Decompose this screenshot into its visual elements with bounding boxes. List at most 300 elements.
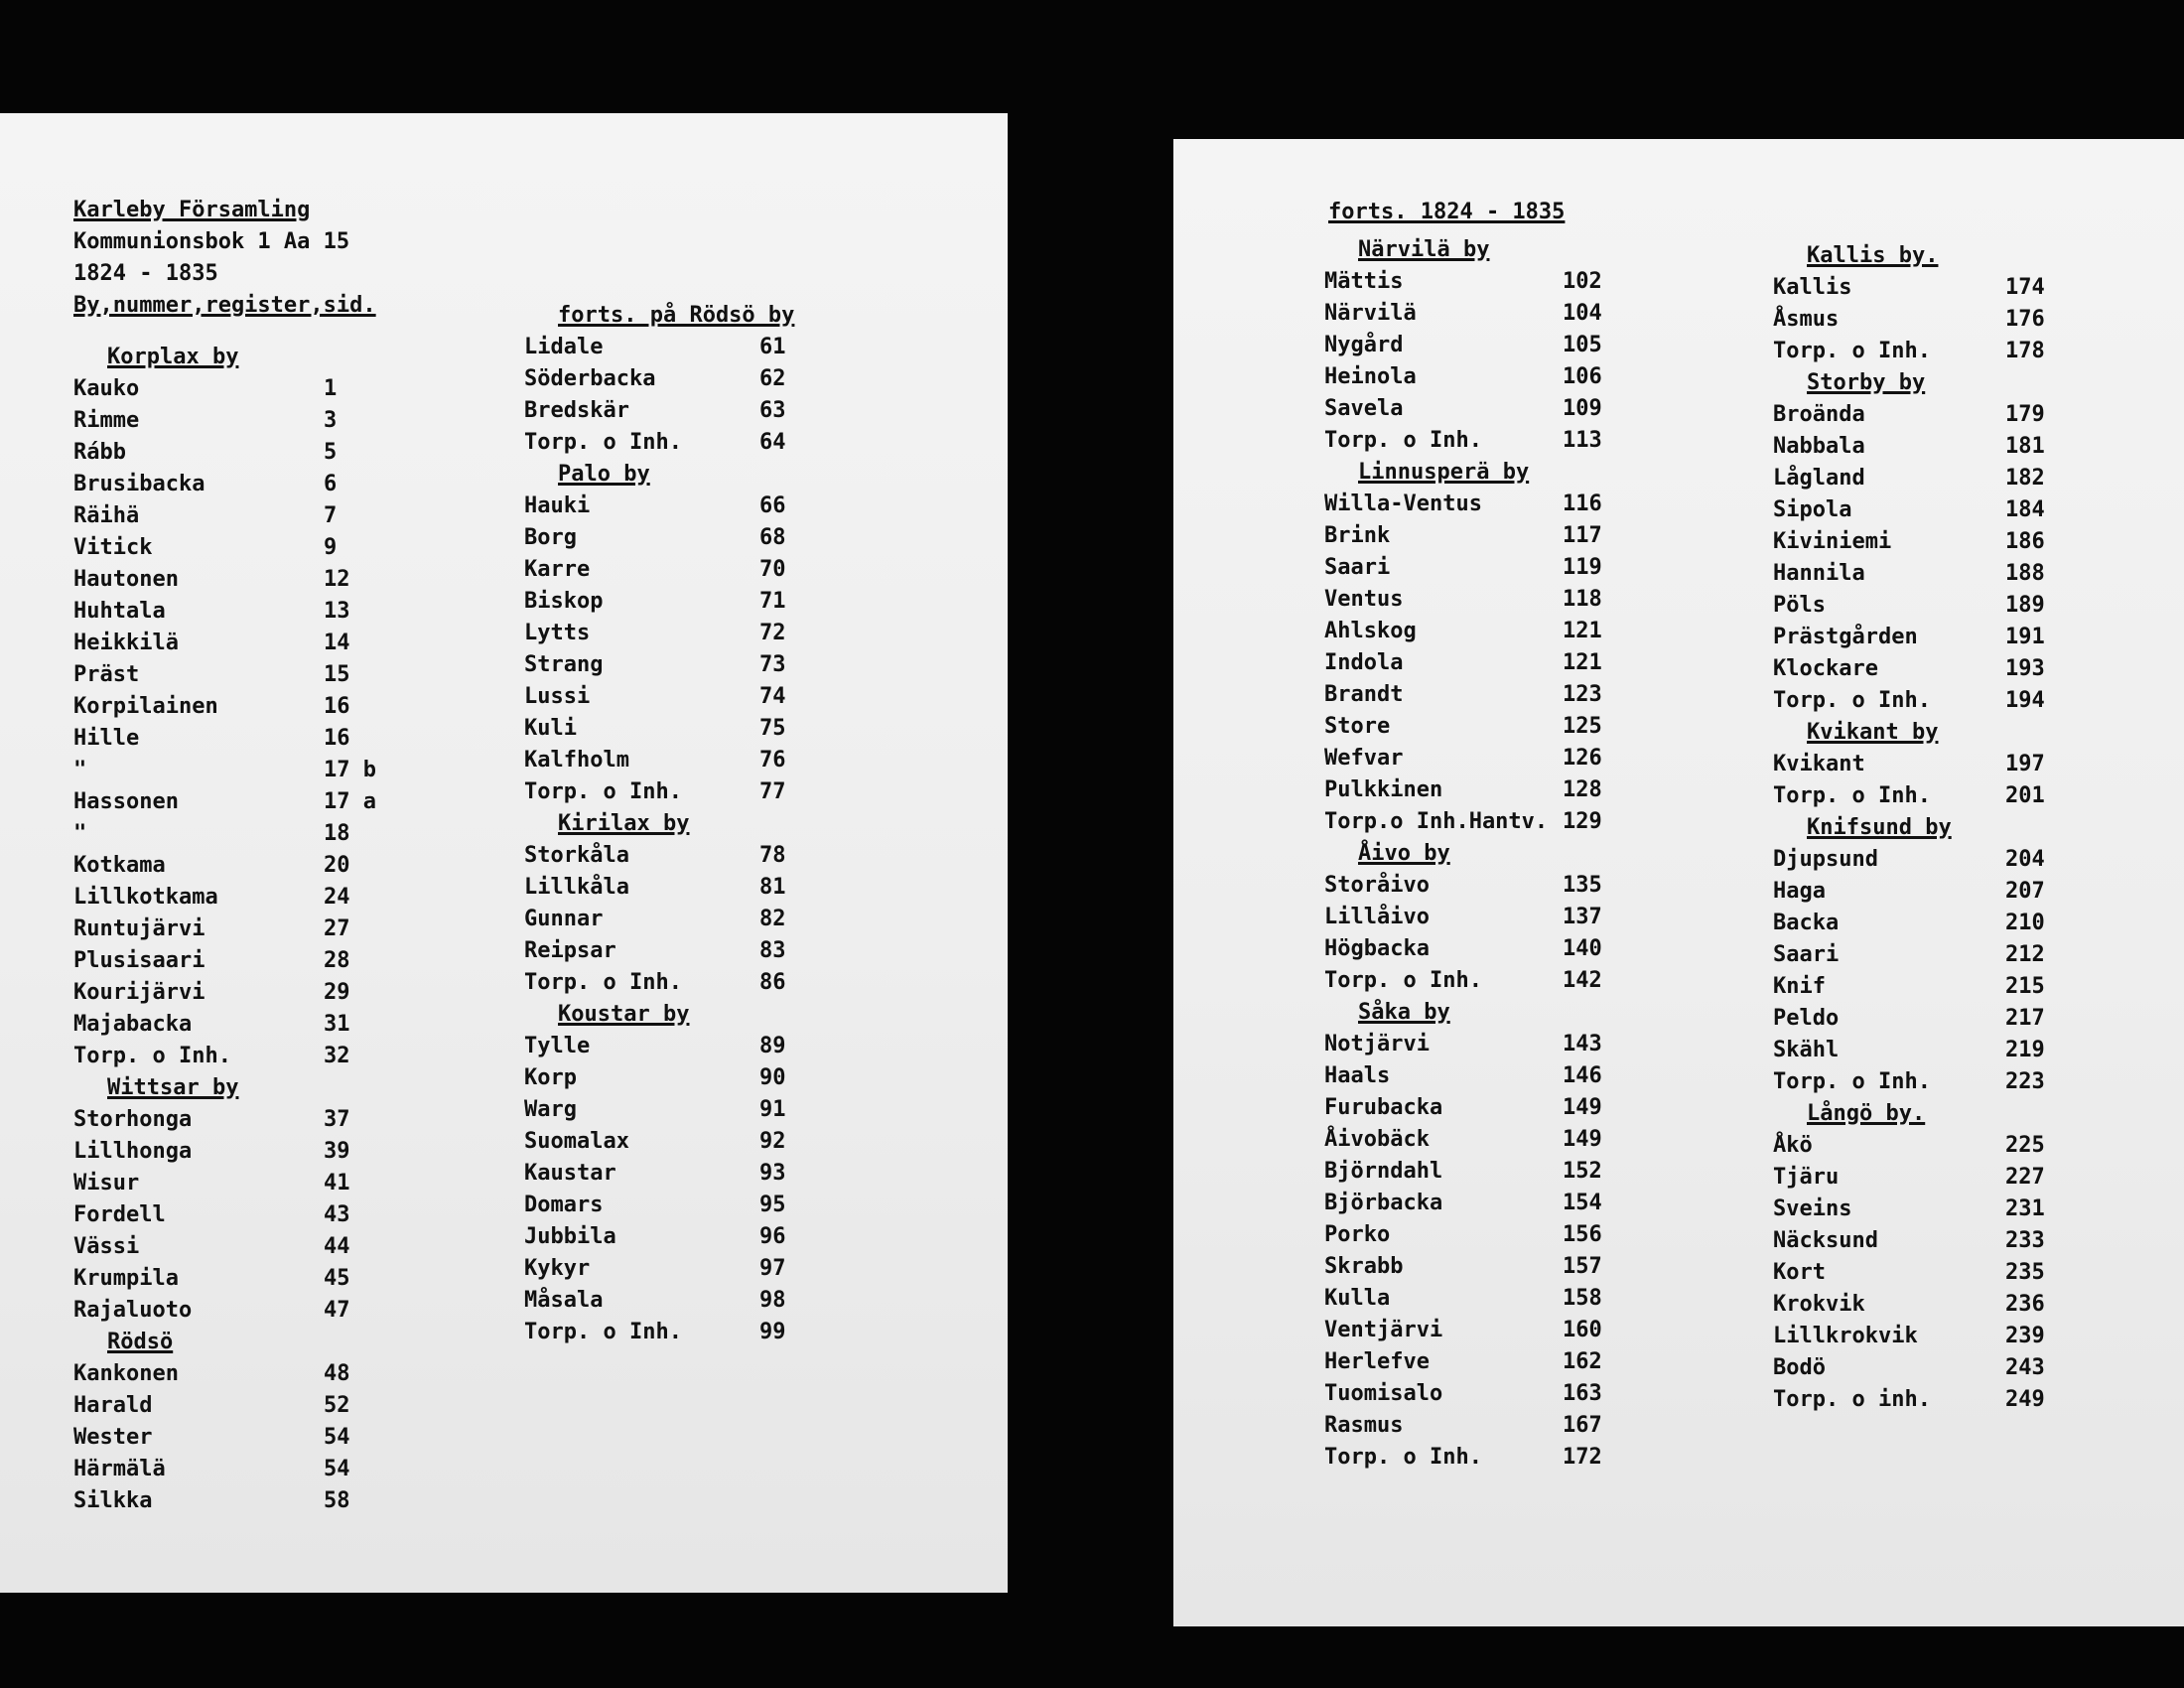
farm-name: Kallis: [1773, 275, 1852, 300]
farm-name: Backa: [1773, 911, 1840, 935]
register-entry: [524, 1285, 799, 1317]
register-entry: [1324, 520, 1614, 552]
page-number: 233: [2005, 1228, 2045, 1253]
page-number: 160: [1563, 1318, 1602, 1342]
register-entry: [1773, 399, 2057, 431]
village-heading: Kallis by.: [1807, 243, 1939, 268]
farm-name: Knif: [1773, 974, 1826, 999]
page-number: 157: [1563, 1254, 1602, 1279]
page-number: 113: [1563, 428, 1602, 453]
page-number: 77: [759, 779, 786, 804]
village-section-forts-på-rödsö-by: [524, 300, 799, 459]
page-number: 167: [1563, 1413, 1602, 1438]
page-number: 117: [1563, 523, 1602, 548]
farm-name: Jubbila: [524, 1224, 616, 1249]
village-section-knifsund-by: [1773, 812, 2057, 1098]
farm-name: Torp. o Inh.: [1773, 783, 1931, 808]
page-number: 179: [2005, 402, 2045, 427]
page-number: 72: [759, 621, 786, 645]
page-number: 17 a: [324, 789, 376, 814]
page-number: 47: [324, 1298, 350, 1323]
farm-name: Hassonen: [73, 789, 179, 814]
farm-name: Söderbacka: [524, 366, 656, 391]
farm-name: Lillkrokvik: [1773, 1324, 1918, 1348]
register-entry: [1773, 908, 2057, 939]
farm-name: Notjärvi: [1324, 1032, 1430, 1056]
register-entry: [73, 1454, 383, 1485]
page-number: 45: [324, 1266, 350, 1291]
farm-name: Skähl: [1773, 1038, 1840, 1062]
page-number: 235: [2005, 1260, 2045, 1285]
register-entry: [524, 681, 799, 713]
register-entry: [73, 691, 383, 723]
page-number: 223: [2005, 1069, 2045, 1094]
farm-name: Storhonga: [73, 1107, 193, 1132]
farm-name: Kotkama: [73, 853, 166, 878]
farm-name: Torp. o inh.: [1773, 1387, 1931, 1412]
register-entry: [1773, 494, 2057, 526]
village-section-palo-by: [524, 459, 799, 808]
village-section-koustar-by: [524, 999, 799, 1348]
farm-name: Saari: [1324, 555, 1391, 580]
farm-name: Torp. o Inh.: [1773, 339, 1931, 363]
register-entry: [73, 1168, 383, 1199]
farm-name: Fordell: [73, 1202, 166, 1227]
farm-name: Klockare: [1773, 656, 1878, 681]
register-entry: [73, 564, 383, 596]
register-entry: [73, 1485, 383, 1517]
page-number: 172: [1563, 1445, 1602, 1470]
register-entry: [73, 755, 383, 786]
farm-name: Broända: [1773, 402, 1865, 427]
page-number: 121: [1563, 650, 1602, 675]
register-entry: [73, 882, 383, 914]
page-number: 126: [1563, 746, 1602, 771]
farm-name: Silkka: [73, 1488, 153, 1513]
register-entry: [524, 586, 799, 618]
register-entry: [1773, 1257, 2057, 1289]
farm-name: Herlefve: [1324, 1349, 1430, 1374]
farm-name: Kourijärvi: [73, 980, 205, 1005]
left-page-column-1: [73, 342, 383, 1517]
farm-name: Porko: [1324, 1222, 1391, 1247]
page-number: 96: [759, 1224, 786, 1249]
register-entry: [73, 1295, 383, 1327]
register-entry: [524, 776, 799, 808]
page-number: 204: [2005, 847, 2045, 872]
register-entry: [1773, 653, 2057, 685]
register-entry: [1773, 971, 2057, 1003]
farm-name: Måsala: [524, 1288, 604, 1313]
farm-name: Räihä: [73, 503, 140, 528]
farm-name: Wester: [73, 1425, 153, 1450]
register-entry: [1773, 685, 2057, 717]
village-section-långö-by: [1773, 1098, 2057, 1416]
register-entry: [1324, 902, 1614, 933]
register-entry: [73, 596, 383, 628]
farm-name: Warg: [524, 1097, 577, 1122]
register-entry: [524, 649, 799, 681]
village-heading: Koustar by: [558, 1002, 690, 1027]
page-number: 89: [759, 1034, 786, 1058]
page-number: 70: [759, 557, 786, 582]
register-entry: [524, 1126, 799, 1158]
register-entry: [73, 373, 383, 405]
register-entry: [1773, 272, 2057, 304]
register-entry: [1324, 1283, 1614, 1315]
page-number: 66: [759, 493, 786, 518]
page-number: 97: [759, 1256, 786, 1281]
register-entry: [73, 1199, 383, 1231]
register-entry: [73, 1231, 383, 1263]
page-number: 37: [324, 1107, 350, 1132]
page-number: 90: [759, 1065, 786, 1090]
page-number: 239: [2005, 1324, 2045, 1348]
book-reference: Kommunionsbok 1 Aa 15: [73, 229, 350, 254]
page-number: 24: [324, 885, 350, 910]
farm-name: Gunnar: [524, 907, 604, 931]
village-heading: Knifsund by: [1807, 815, 1952, 840]
farm-name: Kiviniemi: [1773, 529, 1892, 554]
farm-name: Närvilä: [1324, 301, 1417, 326]
register-entry: [1324, 1219, 1614, 1251]
page-number: 176: [2005, 307, 2045, 332]
page-number: 149: [1563, 1095, 1602, 1120]
page-number: 92: [759, 1129, 786, 1154]
page-number: 243: [2005, 1355, 2045, 1380]
page-number: 137: [1563, 905, 1602, 929]
farm-name: Torp. o Inh.: [1773, 1069, 1931, 1094]
page-number: 31: [324, 1012, 350, 1037]
register-entry: [1773, 1162, 2057, 1194]
farm-name: Torp. o Inh.: [1324, 428, 1482, 453]
farm-name: ": [73, 821, 87, 846]
register-entry: [524, 491, 799, 522]
register-entry: [1324, 647, 1614, 679]
register-entry: [1324, 1251, 1614, 1283]
page-number: 116: [1563, 492, 1602, 516]
register-entry: [73, 628, 383, 659]
village-section-åivo-by: [1324, 838, 1614, 997]
register-entry: [1324, 330, 1614, 361]
farm-name: Store: [1324, 714, 1391, 739]
village-section-korplax-by: [73, 342, 383, 1072]
village-heading: Såka by: [1358, 1000, 1450, 1025]
farm-name: Björbacka: [1324, 1191, 1443, 1215]
farm-name: Lillåivo: [1324, 905, 1430, 929]
register-entry: [524, 332, 799, 363]
index-title: By,nummer,register,sid.: [73, 293, 376, 318]
page-number: 95: [759, 1193, 786, 1217]
page-number: 20: [324, 853, 350, 878]
farm-name: Torp. o Inh.: [73, 1044, 231, 1068]
register-entry: [524, 745, 799, 776]
register-entry: [524, 1062, 799, 1094]
farm-name: Ventus: [1324, 587, 1404, 612]
page-number: 191: [2005, 625, 2045, 649]
farm-name: Torp. o Inh.: [1773, 688, 1931, 713]
register-entry: [524, 967, 799, 999]
village-heading: Wittsar by: [107, 1075, 239, 1100]
page-number: 58: [324, 1488, 350, 1513]
farm-name: Kort: [1773, 1260, 1826, 1285]
page-number: 73: [759, 652, 786, 677]
page-number: 121: [1563, 619, 1602, 643]
page-number: 129: [1563, 809, 1602, 834]
page-number: 63: [759, 398, 786, 423]
right-page: [1173, 139, 2184, 1626]
page-number: 154: [1563, 1191, 1602, 1215]
page-number: 227: [2005, 1165, 2045, 1190]
page-number: 18: [324, 821, 350, 846]
farm-name: Rimme: [73, 408, 140, 433]
year-range: 1824 - 1835: [73, 261, 218, 286]
farm-name: Djupsund: [1773, 847, 1878, 872]
page-number: 17 b: [324, 758, 376, 782]
farm-name: Hille: [73, 726, 140, 751]
page-number: 16: [324, 694, 350, 719]
register-entry: [1324, 489, 1614, 520]
farm-name: Heikkilä: [73, 631, 179, 655]
farm-name: Savela: [1324, 396, 1404, 421]
farm-name: Huhtala: [73, 599, 166, 624]
farm-name: Pulkkinen: [1324, 777, 1443, 802]
page-number: 181: [2005, 434, 2045, 459]
register-entry: [73, 1009, 383, 1041]
page-number: 140: [1563, 936, 1602, 961]
page-number: 71: [759, 589, 786, 614]
page-number: 125: [1563, 714, 1602, 739]
register-entry: [1324, 933, 1614, 965]
farm-name: Tylle: [524, 1034, 591, 1058]
register-entry: [1773, 1194, 2057, 1225]
farm-name: Lidale: [524, 335, 604, 359]
page-number: 207: [2005, 879, 2045, 904]
register-entry: [1324, 1060, 1614, 1092]
farm-name: Korp: [524, 1065, 577, 1090]
page-number: 197: [2005, 752, 2045, 776]
register-entry: [1773, 431, 2057, 463]
village-section-wittsar-by: [73, 1072, 383, 1327]
farm-name: Haals: [1324, 1063, 1391, 1088]
page-number: 106: [1563, 364, 1602, 389]
page-number: 5: [324, 440, 338, 465]
village-section-kallis-by: [1773, 240, 2057, 367]
farm-name: Furubacka: [1324, 1095, 1443, 1120]
page-number: 217: [2005, 1006, 2045, 1031]
page-number: 143: [1563, 1032, 1602, 1056]
register-entry: [1773, 622, 2057, 653]
page-number: 219: [2005, 1038, 2045, 1062]
register-entry: [73, 786, 383, 818]
register-entry: [1773, 1003, 2057, 1035]
page-number: 118: [1563, 587, 1602, 612]
farm-name: Heinola: [1324, 364, 1417, 389]
register-entry: [73, 1390, 383, 1422]
farm-name: Lussi: [524, 684, 591, 709]
page-number: 135: [1563, 873, 1602, 898]
page-number: 81: [759, 875, 786, 900]
farm-name: Rasmus: [1324, 1413, 1404, 1438]
farm-name: Saari: [1773, 942, 1840, 967]
page-number: 3: [324, 408, 338, 433]
village-section-såka-by: [1324, 997, 1614, 1474]
left-page: [0, 113, 1008, 1593]
page-number: 163: [1563, 1381, 1602, 1406]
register-entry: [1324, 266, 1614, 298]
page-number: 182: [2005, 466, 2045, 491]
village-heading: Långö by.: [1807, 1101, 1926, 1126]
register-entry: [73, 1136, 383, 1168]
register-entry: [524, 872, 799, 904]
register-entry: [1773, 876, 2057, 908]
register-entry: [524, 427, 799, 459]
page-number: 83: [759, 938, 786, 963]
farm-name: Åkö: [1773, 1133, 1813, 1158]
page-number: 91: [759, 1097, 786, 1122]
farm-name: Wisur: [73, 1171, 140, 1196]
farm-name: Lytts: [524, 621, 591, 645]
register-entry: [1773, 939, 2057, 971]
register-entry: [73, 977, 383, 1009]
farm-name: Torp. o Inh.: [524, 1320, 682, 1344]
farm-name: Björndahl: [1324, 1159, 1443, 1184]
village-section-närvilä-by: [1324, 234, 1614, 457]
register-entry: [1324, 1315, 1614, 1346]
farm-name: Wefvar: [1324, 746, 1404, 771]
register-entry: [524, 522, 799, 554]
right-page-column-2: [1773, 240, 2057, 1416]
register-entry: [1324, 679, 1614, 711]
right-page-header: [1328, 197, 1565, 228]
farm-name: Storåivo: [1324, 873, 1430, 898]
farm-name: Skrabb: [1324, 1254, 1404, 1279]
page-number: 14: [324, 631, 350, 655]
register-entry: [1324, 1410, 1614, 1442]
farm-name: Kalfholm: [524, 748, 629, 773]
farm-name: Nabbala: [1773, 434, 1865, 459]
farm-name: Haga: [1773, 879, 1826, 904]
farm-name: Kauko: [73, 376, 140, 401]
parish-title: Karleby Församling: [73, 198, 311, 222]
farm-name: Ahlskog: [1324, 619, 1417, 643]
farm-name: Torp. o Inh.: [524, 430, 682, 455]
register-entry: [1324, 584, 1614, 616]
page-number: 119: [1563, 555, 1602, 580]
farm-name: Krokvik: [1773, 1292, 1865, 1317]
register-entry: [1324, 711, 1614, 743]
page-number: 6: [324, 472, 338, 496]
register-entry: [73, 1358, 383, 1390]
register-entry: [1773, 1035, 2057, 1066]
page-number: 1: [324, 376, 338, 401]
register-entry: [524, 1190, 799, 1221]
farm-name: Karre: [524, 557, 591, 582]
farm-name: Kuli: [524, 716, 577, 741]
farm-name: Storkåla: [524, 843, 629, 868]
register-entry: [524, 554, 799, 586]
page-number: 162: [1563, 1349, 1602, 1374]
register-entry: [1773, 1066, 2057, 1098]
farm-name: Tjäru: [1773, 1165, 1840, 1190]
farm-name: Hannila: [1773, 561, 1865, 586]
village-heading: Palo by: [558, 462, 650, 487]
farm-name: Pöls: [1773, 593, 1826, 618]
register-entry: [524, 1094, 799, 1126]
register-entry: [1324, 393, 1614, 425]
register-entry: [524, 363, 799, 395]
register-entry: [1324, 1346, 1614, 1378]
register-entry: [1324, 774, 1614, 806]
farm-name: Korpilainen: [73, 694, 218, 719]
page-number: 123: [1563, 682, 1602, 707]
page-number: 78: [759, 843, 786, 868]
register-entry: [1324, 1378, 1614, 1410]
farm-name: Tuomisalo: [1324, 1381, 1443, 1406]
farm-name: Lillkåla: [524, 875, 629, 900]
farm-name: Vitick: [73, 535, 153, 560]
register-entry: [1324, 965, 1614, 997]
farm-name: Rajaluoto: [73, 1298, 193, 1323]
register-entry: [524, 1221, 799, 1253]
farm-name: Lillkotkama: [73, 885, 218, 910]
register-entry: [524, 618, 799, 649]
page-number: 64: [759, 430, 786, 455]
farm-name: Lågland: [1773, 466, 1865, 491]
register-entry: [1324, 870, 1614, 902]
page-number: 44: [324, 1234, 350, 1259]
register-entry: [73, 500, 383, 532]
page-number: 142: [1563, 968, 1602, 993]
register-entry: [73, 1263, 383, 1295]
register-entry: [1324, 1188, 1614, 1219]
farm-name: Åsmus: [1773, 307, 1840, 332]
register-entry: [1773, 844, 2057, 876]
page-number: 15: [324, 662, 350, 687]
village-heading: forts. på Rödsö by: [558, 303, 795, 328]
farm-name: Torp. o Inh.: [524, 970, 682, 995]
register-entry: [1324, 361, 1614, 393]
register-entry: [1773, 558, 2057, 590]
page-number: 12: [324, 567, 350, 592]
register-entry: [1773, 1352, 2057, 1384]
farm-name: Harald: [73, 1393, 153, 1418]
farm-name: Torp. o Inh.: [1324, 968, 1482, 993]
farm-name: Hauki: [524, 493, 591, 518]
page-number: 93: [759, 1161, 786, 1186]
farm-name: Präst: [73, 662, 140, 687]
register-entry: [1773, 749, 2057, 780]
page-number: 104: [1563, 301, 1602, 326]
page-number: 225: [2005, 1133, 2045, 1158]
register-entry: [524, 1158, 799, 1190]
page-number: 174: [2005, 275, 2045, 300]
register-entry: [73, 723, 383, 755]
farm-name: Åivobäck: [1324, 1127, 1430, 1152]
farm-name: Reipsar: [524, 938, 616, 963]
farm-name: Högbacka: [1324, 936, 1430, 961]
farm-name: Brandt: [1324, 682, 1404, 707]
farm-name: Krumpila: [73, 1266, 179, 1291]
register-entry: [1773, 336, 2057, 367]
register-entry: [73, 405, 383, 437]
page-number: 75: [759, 716, 786, 741]
page-number: 29: [324, 980, 350, 1005]
page-number: 74: [759, 684, 786, 709]
register-entry: [524, 1317, 799, 1348]
farm-name: Mättis: [1324, 269, 1404, 294]
register-entry: [73, 659, 383, 691]
